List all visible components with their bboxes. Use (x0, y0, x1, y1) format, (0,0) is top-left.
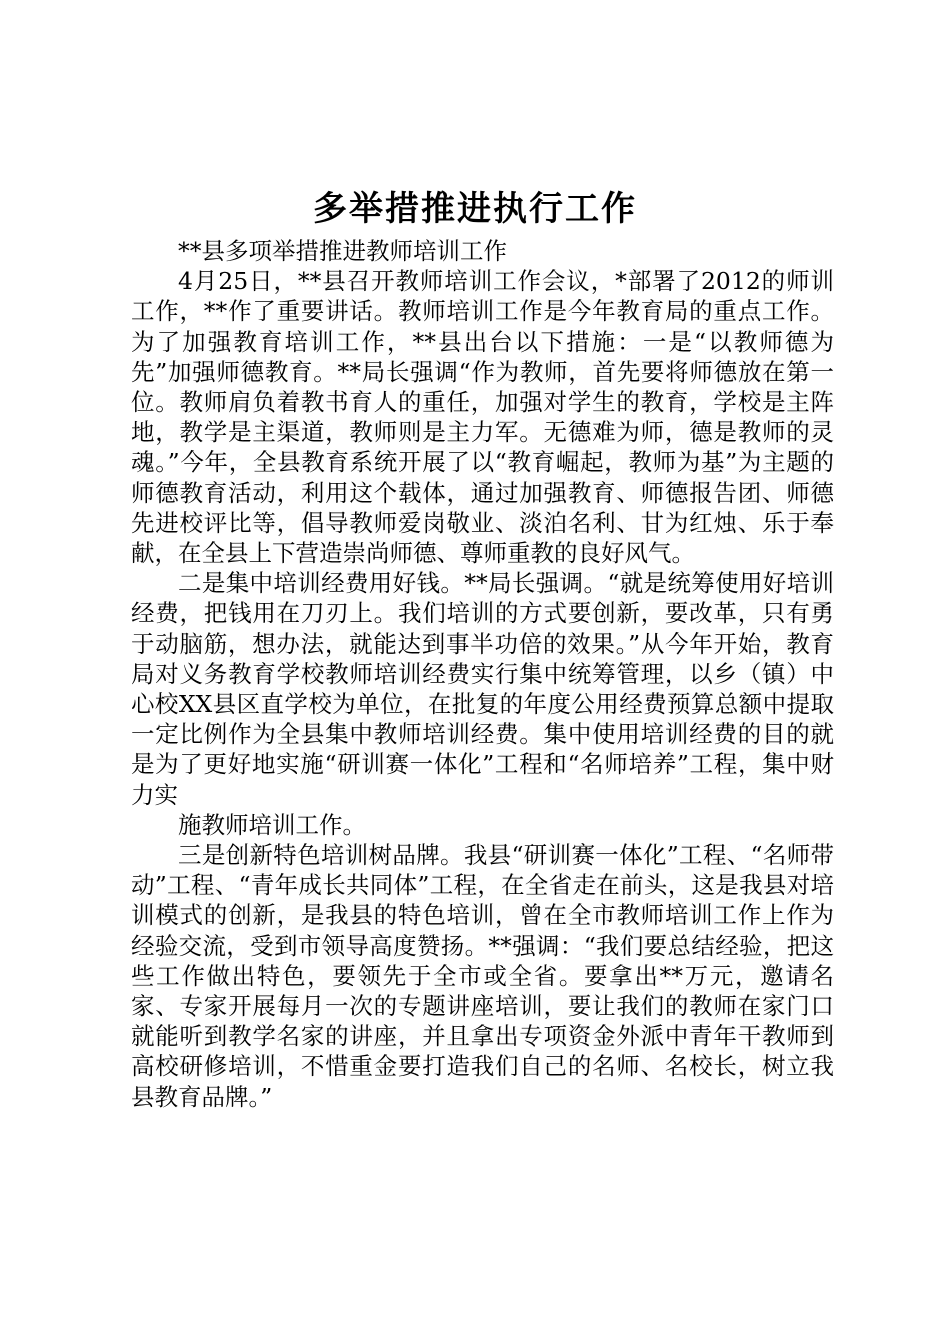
document-body (131, 236, 834, 1112)
document-title: 多举措推进执行工作 (313, 189, 637, 229)
body-paragraph: 4月25日，**县召开教师培训工作会议，*部署了2012的师训工作，**作了重要讲话。教师培训工作是今年教育局的重点工作。为了加强教育培训工作，**县出台以下措施：一是“以教师德为先”加强师德教育。**局长强调“作为教师，首先要将师德放在第一位。教师肩负着教书育人的重任，加强对学生的教育，学校是主阵地，教学是主渠道，教师则是主力军。无德难为师，德是教师的灵魂。”今年，全县教育系统开展了以“教育崛起，教师为基”为主题的师德教育活动，利用这个载体，通过加强教育、师德报告团、师德先进校评比等，倡导教师爱岗敬业、淡泊名利、甘为红烛、乐于奉献，在全县上下营造崇尚师德、尊师重教的良好风气。 (131, 267, 834, 568)
body-paragraph: 施教师培训工作。 (178, 810, 366, 839)
body-paragraph: 二是集中培训经费用好钱。**局长强调。“就是统筹使用好培训经费，把钱用在刀刃上。我们培训的方式要创新，要改革，只有勇于动脑筋，想办法，就能达到事半功倍的效果。”从今年开始，教育局对义务教育学校教师培训经费实行集中统筹管理，以乡（镇）中心校XX县区直学校为单位，在批复的年度公用经费预算总额中提取一定比例作为全县集中教师培训经费。集中使用培训经费的目的就是为了更好地实施“研训赛一体化”工程和“名师培养”工程，集中财力实 (131, 569, 834, 809)
body-paragraph: 三是创新特色培训树品牌。我县“研训赛一体化”工程、“名师带动”工程、“青年成长共同体”工程，在全省走在前头，这是我县对培训模式的创新，是我县的特色培训，曾在全市教师培训工作上作为经验交流，受到市领导高度赞扬。**强调：“我们要总结经验，把这些工作做出特色，要领先于全市或全省。要拿出**万元，邀请名家、专家开展每月一次的专题讲座培训，要让我们的教师在家门口就能听到教学名家的讲座，并且拿出专项资金外派中青年干教师到高校研修培训，不惜重金要打造我们自己的名师、名校长，树立我县教育品牌。” (131, 841, 834, 1111)
subtitle-paragraph: **县多项举措推进教师培训工作 (178, 237, 507, 265)
